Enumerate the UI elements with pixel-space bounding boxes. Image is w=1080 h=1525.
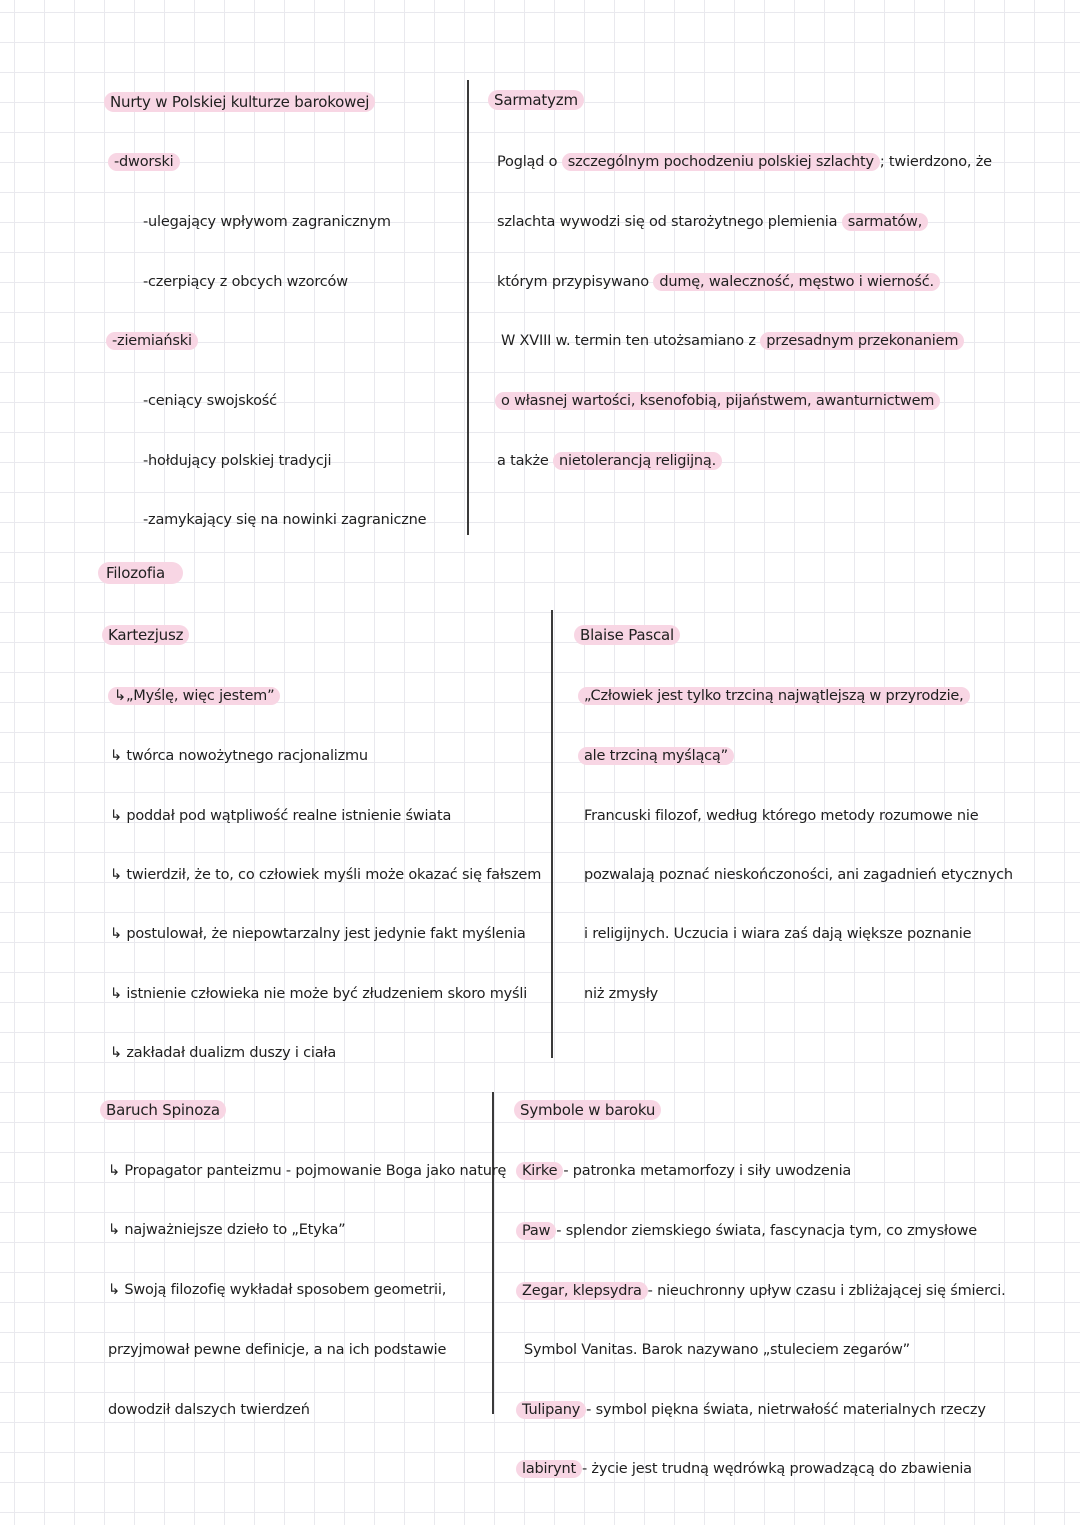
nurty-title: Nurty w Polskiej kulturze barokowej [104, 92, 375, 112]
symbol-item: Kirke - patronka metamorfozy i siły uwodzenia [516, 1161, 851, 1181]
symbol-item: Zegar, klepsydra - nieuchronny upływ czasu i zbliżającej się śmierci. [516, 1281, 1006, 1301]
sarmatyzm-line: W XVIII w. termin ten utożsamiano z przesadnym przekonaniem [501, 331, 964, 351]
nurty-ziemianski-item: -hołdujący polskiej tradycji [143, 453, 332, 469]
spinoza-line: dowodził dalszych twierdzeń [108, 1402, 310, 1418]
nurty-dworski-item: -ulegający wpływom zagranicznym [143, 214, 391, 230]
symbole-title: Symbole w baroku [514, 1100, 661, 1120]
nurty-ziemianski: -ziemiański [106, 332, 198, 350]
nurty-dworski: -dworski [108, 153, 180, 171]
symbol-item: Tulipany - symbol piękna świata, nietrwałość materialnych rzeczy [516, 1400, 986, 1420]
pascal-line: niż zmysły [584, 986, 659, 1002]
divider-nurty-sarmatyzm [467, 80, 469, 535]
divider-kartezjusz-pascal [551, 610, 553, 1058]
divider-spinoza-symbole [492, 1092, 494, 1414]
spinoza-title: Baruch Spinoza [100, 1100, 226, 1120]
spinoza-line: ↳ najważniejsze dzieło to „Etyka” [108, 1222, 346, 1238]
pascal-title: Blaise Pascal [574, 625, 680, 645]
sarmatyzm-line: którym przypisywano dumę, waleczność, męstwo i wierność. [497, 272, 940, 292]
symbol-item-cont: Symbol Vanitas. Barok nazywano „stuleciem zegarów” [524, 1342, 910, 1358]
spinoza-line: ↳ Swoją filozofię wykładał sposobem geometrii, [108, 1282, 447, 1298]
kartezjusz-item: ↳„Myślę, więc jestem” [108, 687, 280, 705]
sarmatyzm-line: a także nietolerancją religijną. [497, 451, 722, 471]
pascal-quote: ale trzciną myślącą” [578, 747, 734, 765]
kartezjusz-item: ↳ twórca nowożytnego racjonalizmu [110, 748, 368, 764]
sarmatyzm-line: Pogląd o szczególnym pochodzeniu polskiej szlachty ; twierdzono, że [497, 154, 992, 170]
nurty-ziemianski-item: -zamykający się na nowinki zagraniczne [143, 512, 427, 528]
kartezjusz-item: ↳ poddał pod wątpliwość realne istnienie świata [110, 808, 452, 824]
pascal-line: Francuski filozof, według którego metody rozumowe nie [584, 808, 979, 824]
pascal-quote: „Człowiek jest tylko trzciną najwątlejszą w przyrodzie, [578, 687, 970, 705]
kartezjusz-item: ↳ istnienie człowieka nie może być złudzeniem skoro myśli [110, 986, 528, 1002]
kartezjusz-title: Kartezjusz [102, 625, 189, 645]
kartezjusz-item: ↳ twierdził, że to, co człowiek myśli może okazać się fałszem [110, 867, 542, 883]
nurty-ziemianski-item: -ceniący swojskość [143, 393, 277, 409]
symbol-item: Paw - splendor ziemskiego świata, fascynacja tym, co zmysłowe [516, 1221, 977, 1241]
filozofia-title: Filozofia [98, 562, 183, 584]
sarmatyzm-line: szlachta wywodzi się od starożytnego plemienia sarmatów, [497, 212, 928, 232]
sarmatyzm-line: o własnej wartości, ksenofobią, pijaństwem, awanturnictwem [495, 391, 940, 411]
nurty-dworski-item: -czerpiący z obcych wzorców [143, 274, 348, 290]
symbol-item: labirynt - życie jest trudną wędrówką prowadzącą do zbawienia [516, 1459, 972, 1479]
sarmatyzm-title: Sarmatyzm [488, 90, 584, 110]
spinoza-line: ↳ Propagator panteizmu - pojmowanie Boga jako naturę [108, 1163, 507, 1179]
kartezjusz-item: ↳ zakładał dualizm duszy i ciała [110, 1045, 337, 1061]
pascal-line: i religijnych. Uczucia i wiara zaś dają większe poznanie [584, 926, 972, 942]
kartezjusz-item: ↳ postulował, że niepowtarzalny jest jedynie fakt myślenia [110, 926, 526, 942]
spinoza-line: przyjmował pewne definicje, a na ich podstawie [108, 1342, 447, 1358]
pascal-line: pozwalają poznać nieskończoności, ani zagadnień etycznych [584, 867, 1013, 883]
